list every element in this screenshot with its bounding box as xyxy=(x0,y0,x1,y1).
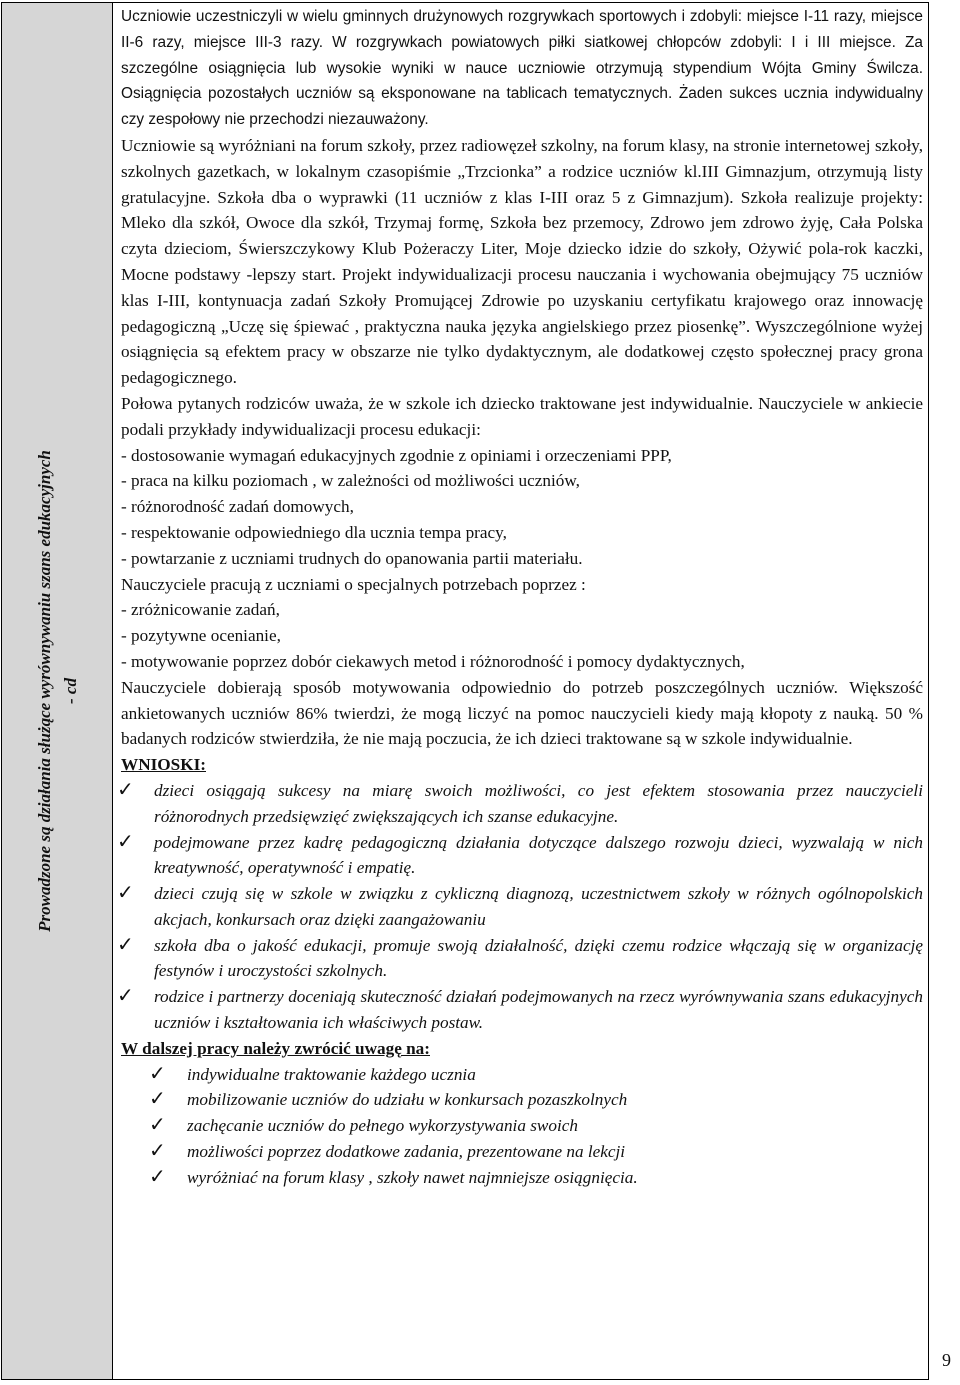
sidebar xyxy=(2,3,113,1379)
sidebar-title xyxy=(32,41,84,1341)
checkmark-icon: ✓ xyxy=(149,1140,166,1163)
sidebar-title-line1: Prowadzone są działania służące wyrównywaniu szans edukacyjnych xyxy=(35,450,54,932)
further-work-text: możliwości poprzez dodatkowe zadania, prezentowane na lekcji xyxy=(187,1142,626,1162)
list-item xyxy=(121,1062,923,1088)
list-item xyxy=(117,778,923,830)
checkmark-icon: ✓ xyxy=(117,830,134,853)
closing-paragraph: Nauczyciele dobierają sposób motywowania odpowiednio do potrzeb poszczególnych uczniów. Większość ankietowanych uczniów 86% twierdzi, że mogą liczyć na pomoc nauczycieli kiedy mają kłopoty z nauką. 50 % badanych rodziców stwierdziła, że nie mają poczucia, że ich dzieci traktowane są w szkole indywidualnie. xyxy=(121,677,923,749)
list-item xyxy=(117,881,923,933)
main-content xyxy=(117,4,923,1191)
checkmark-icon: ✓ xyxy=(149,1062,166,1085)
list-item xyxy=(117,933,923,985)
list-item xyxy=(121,1113,923,1139)
special-needs-intro: Nauczyciele pracują z uczniami o specjalnych potrzebach poprzez : xyxy=(121,574,586,594)
list-item: - różnorodność zadań domowych, xyxy=(121,497,354,517)
conclusions-heading: WNIOSKI: xyxy=(121,755,206,775)
conclusion-text: dzieci osiągają sukcesy na miarę swoich możliwości, co jest efektem stosowania przez nauczycieli różnorodnych przedsięwzięć zwiększających ich szanse edukacyjne. xyxy=(154,780,923,826)
further-work-text: indywidualne traktowanie każdego ucznia xyxy=(187,1064,476,1084)
paragraph-parents: Połowa pytanych rodziców uważa, że w szkole ich dziecko traktowane jest indywidualnie. Nauczyciele w ankiecie podali przykłady indywidualizacji procesu edukacji: xyxy=(121,393,923,439)
list-item: - zróżnicowanie zadań, xyxy=(121,600,280,620)
further-work-list xyxy=(121,1062,923,1191)
checkmark-icon: ✓ xyxy=(117,778,134,801)
paragraph-recognition: Uczniowie są wyróżniani na forum szkoły, przez radiowęzeł szkolny, na forum klasy, na stronie internetowej szkoły, szkolnych gazetkach, w lokalnym czasopiśmie „Trzcionka” a rodzice uczniów kl.III Gimnazjum, otrzymują listy gratulacyjne. Szkoła dba o wyprawki (11 uczniów z klas I-III oraz 5 z Gimnazjum). Szkoła realizuje projekty: Mleko dla szkół, Owoce dla szkół, Trzymaj formę, Szkoła bez przemocy, Zdrowo jem zdrowo żyję, Cała Polska czyta dzieciom, Świerszczykowy Klub Pożeraczy Liter, Moje dziecko idzie do szkoły, Ożywić pola-rok kaczki, Mocne podstawy -lepszy start. Projekt indywidualizacji procesu nauczania i wychowania obejmujący 75 uczniów klas I-III, kontynuacja zadań Szkoły Promującej Zdrowie po uzyskaniu certyfikatu krajowego oraz innowację pedagogiczną „Uczę się śpiewać , praktyczna nauka języka angielskiego przez piosenkę”. Wyszczególnione wyżej osiągnięcia są efektem pracy w obszarze nie tylko dydaktycznym, ale dodatkowej często społecznej pracy grona pedagogicznego. xyxy=(121,135,923,388)
sidebar-title-line2: - cd xyxy=(61,678,80,704)
further-work-text: zachęcanie uczniów do pełnego wykorzystywania swoich xyxy=(187,1116,578,1136)
checkmark-icon: ✓ xyxy=(149,1165,166,1188)
checkmark-icon: ✓ xyxy=(117,933,134,956)
checkmark-icon: ✓ xyxy=(117,985,134,1008)
conclusion-text: szkoła dba o jakość edukacji, promuje swoją działalność, dzięki czemu rodzice włączają się w organizację festynów i uroczystości szkolnych. xyxy=(154,935,923,981)
individualization-list xyxy=(121,443,923,572)
paragraph-achievements: Uczniowie uczestniczyli w wielu gminnych drużynowych rozgrywkach sportowych i zdobyli: miejsce I-11 razy, miejsce II-6 razy, miejsce III-3 razy. W rozgrywkach powiatowych piłki siatkowej chłopców zdobyli: I i III miejsce. Za szczególne osiągnięcia lub wysokie wyniki w nauce uczniowie otrzymują stypendium Wójta Gminy Świlcza. Osiągnięcia pozostałych uczniów są eksponowane na tablicach tematycznych. Żaden sukces ucznia indywidualny czy zespołowy nie przechodzi niezauważony. xyxy=(121,8,923,129)
conclusions-list xyxy=(117,778,923,1036)
list-item xyxy=(121,1165,923,1191)
list-item xyxy=(117,984,923,1036)
further-work-text: mobilizowanie uczniów do udziału w konkursach pozaszkolnych xyxy=(187,1090,628,1110)
special-needs-list xyxy=(121,597,923,674)
list-item xyxy=(121,1139,923,1165)
list-item: - pozytywne ocenianie, xyxy=(121,626,281,646)
checkmark-icon: ✓ xyxy=(149,1114,166,1137)
list-item xyxy=(121,1087,923,1113)
list-item: - respektowanie odpowiedniego dla ucznia tempa pracy, xyxy=(121,522,507,542)
list-item: - dostosowanie wymagań edukacyjnych zgodnie z opiniami i orzeczeniami PPP, xyxy=(121,445,672,465)
list-item: - motywowanie poprzez dobór ciekawych metod i różnorodność i pomocy dydaktycznych, xyxy=(121,651,745,671)
further-work-heading: W dalszej pracy należy zwrócić uwagę na: xyxy=(121,1038,430,1058)
further-work-text: wyróżniać na forum klasy , szkoły nawet najmniejsze osiągnięcia. xyxy=(187,1167,638,1187)
list-item: - praca na kilku poziomach , w zależności od możliwości uczniów, xyxy=(121,471,580,491)
conclusion-text: rodzice i partnerzy doceniają skuteczność działań podejmowanych na rzecz wyrównywania szans edukacyjnych uczniów i kształtowania ich właściwych postaw. xyxy=(154,987,923,1033)
conclusion-text: podejmowane przez kadrę pedagogiczną działania dotyczące dalszego rozwoju dzieci, wyzwalają w nich kreatywność, operatywność i empatię. xyxy=(154,832,923,878)
list-item xyxy=(117,830,923,882)
list-item: - powtarzanie z uczniami trudnych do opanowania partii materiału. xyxy=(121,548,583,568)
checkmark-icon: ✓ xyxy=(149,1088,166,1111)
page-number: 9 xyxy=(942,1350,951,1370)
conclusion-text: dzieci czują się w szkole w związku z cykliczną diagnozą, uczestnictwem szkoły w różnych ogólnopolskich akcjach, konkursach oraz dzięki zaangażowaniu xyxy=(154,884,923,929)
checkmark-icon: ✓ xyxy=(117,882,134,905)
